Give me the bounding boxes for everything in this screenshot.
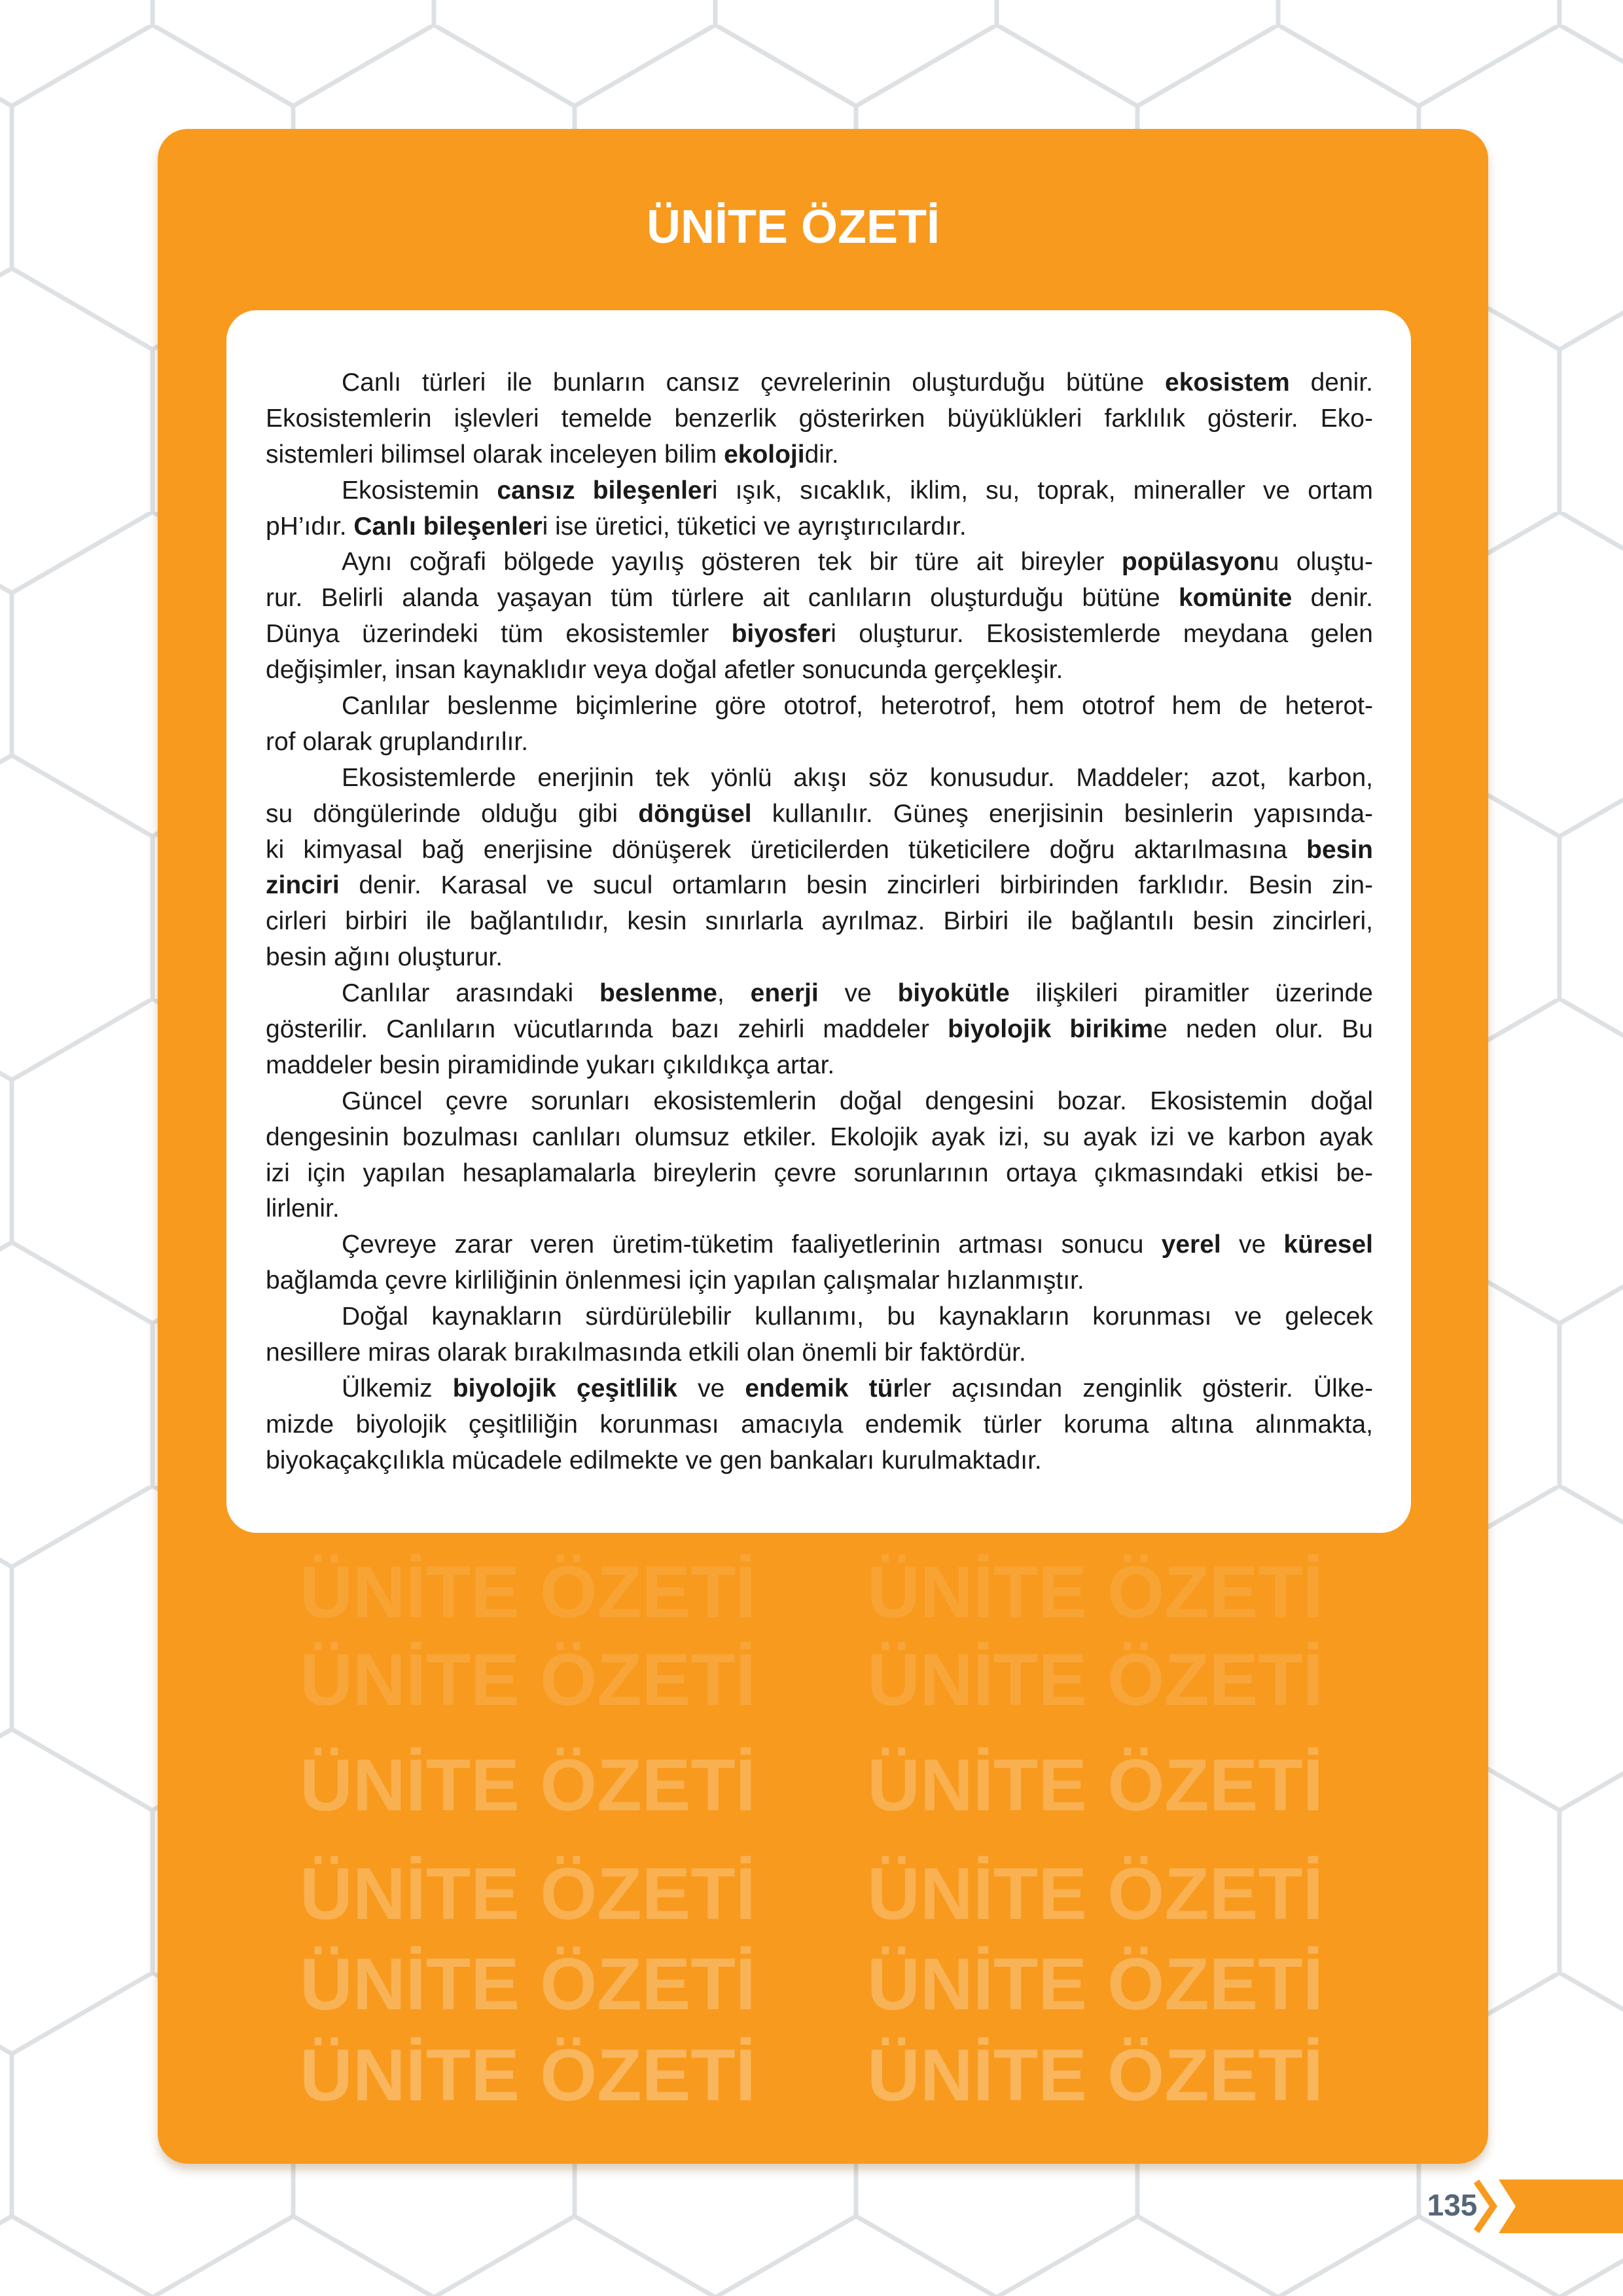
summary-paragraph: [266, 473, 1373, 545]
summary-body: [266, 365, 1373, 1479]
text-run: ilişkileri piramitler üzerinde: [1009, 979, 1373, 1008]
key-term: beslenme: [599, 979, 717, 1008]
text-run: ve: [677, 1374, 745, 1403]
text-run: Canlılar arasındaki: [342, 979, 600, 1008]
key-term: besin: [1306, 835, 1373, 864]
text-run: u oluştu-: [1264, 548, 1373, 577]
text-run: biyokaçakçılıkla mücadele edilmekte ve gen bankaları kurulmaktadır.: [266, 1446, 1042, 1475]
text-line: [266, 581, 1373, 617]
key-term: cansız bileşenler: [497, 476, 712, 505]
text-run: değişimler, insan kaynaklıdır veya doğal afetler sonucunda gerçekleşir.: [266, 656, 1063, 685]
text-run: bağlamda çevre kirliliğinin önlenmesi için yapılan çalışmalar hızlanmıştır.: [266, 1266, 1084, 1295]
text-line: [266, 1120, 1373, 1156]
key-term: biyolojik çeşitlilik: [452, 1374, 677, 1403]
key-term: döngüsel: [638, 799, 752, 828]
text-line: [266, 725, 1373, 761]
key-term: küresel: [1283, 1230, 1373, 1259]
text-run: Aynı coğrafi bölgede yayılış gösteren tek bir türe ait bireyler: [342, 548, 1122, 577]
text-line: [266, 365, 1373, 401]
watermark-text: ÜNİTE ÖZETİ: [300, 1943, 756, 2025]
text-run: izi için yapılan hesaplamalarla bireylerin çevre sorunlarının ortaya çıkmasındaki etkisi be-: [266, 1158, 1373, 1187]
text-line: [266, 868, 1373, 904]
watermark-text: ÜNİTE ÖZETİ: [300, 1853, 756, 1935]
text-run: Ülkemiz: [342, 1374, 453, 1403]
text-run: Canlı türleri ile bunların cansız çevrelerinin oluşturduğu bütüne: [342, 368, 1166, 397]
text-run: ki kimyasal bağ enerjisine dönüşerek üreticilerden tüketicilere doğru aktarılmasına: [266, 835, 1307, 864]
key-term: popülasyon: [1121, 548, 1265, 577]
text-run: dir.: [804, 440, 839, 469]
text-line: [266, 797, 1373, 833]
watermark-text: ÜNİTE ÖZETİ: [867, 1639, 1323, 1721]
summary-paragraph: [266, 1084, 1373, 1228]
text-run: denir.: [1292, 584, 1373, 613]
watermark-text: ÜNİTE ÖZETİ: [867, 1853, 1323, 1935]
text-line: [266, 1263, 1373, 1299]
summary-paragraph: [266, 1299, 1373, 1371]
text-line: [266, 1407, 1373, 1443]
text-run: Ekosistemin: [342, 476, 497, 505]
text-line: [266, 976, 1373, 1012]
text-line: [266, 437, 1373, 473]
key-term: ekosistem: [1165, 368, 1290, 397]
summary-paragraph: [266, 1371, 1373, 1479]
text-run: lirlenir.: [266, 1194, 340, 1223]
watermark-text: ÜNİTE ÖZETİ: [867, 2034, 1323, 2116]
text-run: i ise üretici, tüketici ve ayrıştırıcılardır.: [542, 512, 967, 541]
text-line: [266, 1156, 1373, 1192]
text-run: i oluşturur. Ekosistemlerde meydana gelen: [830, 620, 1373, 649]
key-term: biyokütle: [897, 979, 1010, 1008]
text-line: [266, 1443, 1373, 1479]
text-line: [266, 1335, 1373, 1371]
text-line: [266, 1371, 1373, 1407]
summary-paragraph: [266, 1227, 1373, 1299]
text-run: denir.: [1289, 368, 1373, 397]
summary-paragraph: [266, 689, 1373, 761]
watermark-text: ÜNİTE ÖZETİ: [867, 1943, 1323, 2025]
text-run: mizde biyolojik çeşitliliğin korunması amacıyla endemik türler koruma altına alınmakta,: [266, 1410, 1373, 1439]
summary-paragraph: [266, 545, 1373, 689]
text-run: rof olarak gruplandırılır.: [266, 727, 529, 756]
text-run: i ışık, sıcaklık, iklim, su, toprak, mineraller ve ortam: [711, 476, 1373, 505]
text-run: kullanılır. Güneş enerjisinin besinlerin yapısında-: [751, 799, 1373, 828]
text-line: [266, 904, 1373, 940]
key-term: biyolojik birikim: [948, 1015, 1154, 1044]
watermark-text: ÜNİTE ÖZETİ: [867, 1744, 1323, 1826]
text-run: Dünya üzerindeki tüm ekosistemler: [266, 620, 732, 649]
text-run: ve: [1221, 1230, 1284, 1259]
key-term: ekoloji: [724, 440, 805, 469]
key-term: Canlı bileşenler: [353, 512, 543, 541]
text-run: su döngülerinde olduğu gibi: [266, 799, 639, 828]
text-line: [266, 401, 1373, 437]
summary-paragraph: [266, 976, 1373, 1084]
text-run: ler açısından zenginlik gösterir. Ülke-: [902, 1374, 1373, 1403]
key-term: komünite: [1178, 584, 1293, 613]
text-run: gösterilir. Canlıların vücutlarında bazı zehirli maddeler: [266, 1015, 948, 1044]
text-run: rur. Belirli alanda yaşayan tüm türlere ait canlıların oluşturduğu bütüne: [266, 584, 1179, 613]
text-line: [266, 1012, 1373, 1048]
page-number-tab: [1499, 2179, 1623, 2233]
watermark-text: ÜNİTE ÖZETİ: [300, 1551, 756, 1633]
text-run: dengesinin bozulması canlıları olumsuz etkiler. Ekolojik ayak izi, su ayak izi ve karbon ayak: [266, 1122, 1373, 1151]
text-run: Çevreye zarar veren üretim-tüketim faaliyetlerinin artması sonucu: [342, 1230, 1162, 1259]
text-line: [266, 473, 1373, 509]
text-run: besin ağını oluşturur.: [266, 943, 503, 972]
text-line: [266, 509, 1373, 545]
text-line: [266, 689, 1373, 725]
text-line: [266, 940, 1373, 976]
key-term: biyosfer: [731, 620, 831, 649]
text-run: ve: [818, 979, 898, 1008]
text-run: nesillere miras olarak bırakılmasında etkili olan önemli bir faktördür.: [266, 1338, 1026, 1367]
watermark-text: ÜNİTE ÖZETİ: [300, 2034, 756, 2116]
text-line: [266, 1299, 1373, 1335]
key-term: yerel: [1161, 1230, 1221, 1259]
key-term: zinciri: [266, 871, 340, 900]
text-line: [266, 1084, 1373, 1120]
summary-paragraph: [266, 761, 1373, 976]
text-line: [266, 761, 1373, 797]
text-line: [266, 545, 1373, 581]
text-run: Ekosistemlerin işlevleri temelde benzerlik gösterirken büyüklükleri farklılık gösterir. Eko-: [266, 404, 1373, 433]
text-line: [266, 617, 1373, 653]
text-run: pH’ıdır.: [266, 512, 354, 541]
text-run: Güncel çevre sorunları ekosistemlerin doğal dengesini bozar. Ekosistemin doğal: [342, 1086, 1373, 1115]
watermark-text: ÜNİTE ÖZETİ: [300, 1744, 756, 1826]
text-run: cirleri birbiri ile bağlantılıdır, kesin sınırlarla ayrılmaz. Birbiri ile bağlantılı besin zincirleri,: [266, 907, 1373, 936]
key-term: enerji: [750, 979, 819, 1008]
text-run: Canlılar beslenme biçimlerine göre ototrof, heterotrof, hem ototrof hem de heterot-: [342, 692, 1373, 721]
text-line: [266, 833, 1373, 869]
text-run: e neden olur. Bu: [1153, 1015, 1373, 1044]
text-run: maddeler besin piramidinde yukarı çıkıldıkça artar.: [266, 1050, 835, 1079]
text-run: Doğal kaynakların sürdürülebilir kullanımı, bu kaynakların korunması ve gelecek: [342, 1302, 1373, 1331]
summary-paragraph: [266, 365, 1373, 473]
text-line: [266, 653, 1373, 689]
page-title: ÜNİTE ÖZETİ: [647, 201, 940, 253]
watermark-text: ÜNİTE ÖZETİ: [300, 1639, 756, 1721]
text-run: ,: [717, 979, 751, 1008]
text-run: denir. Karasal ve sucul ortamların besin zincirleri birbirinden farklıdır. Besin zin-: [339, 871, 1373, 900]
text-line: [266, 1227, 1373, 1263]
text-run: Ekosistemlerde enerjinin tek yönlü akışı söz konusudur. Maddeler; azot, karbon,: [342, 763, 1373, 792]
text-run: sistemleri bilimsel olarak inceleyen bilim: [266, 440, 724, 469]
text-line: [266, 1048, 1373, 1084]
text-line: [266, 1191, 1373, 1227]
key-term: endemik tür: [745, 1374, 903, 1403]
watermark-text: ÜNİTE ÖZETİ: [867, 1551, 1323, 1633]
page-number: 135: [1427, 2188, 1478, 2222]
